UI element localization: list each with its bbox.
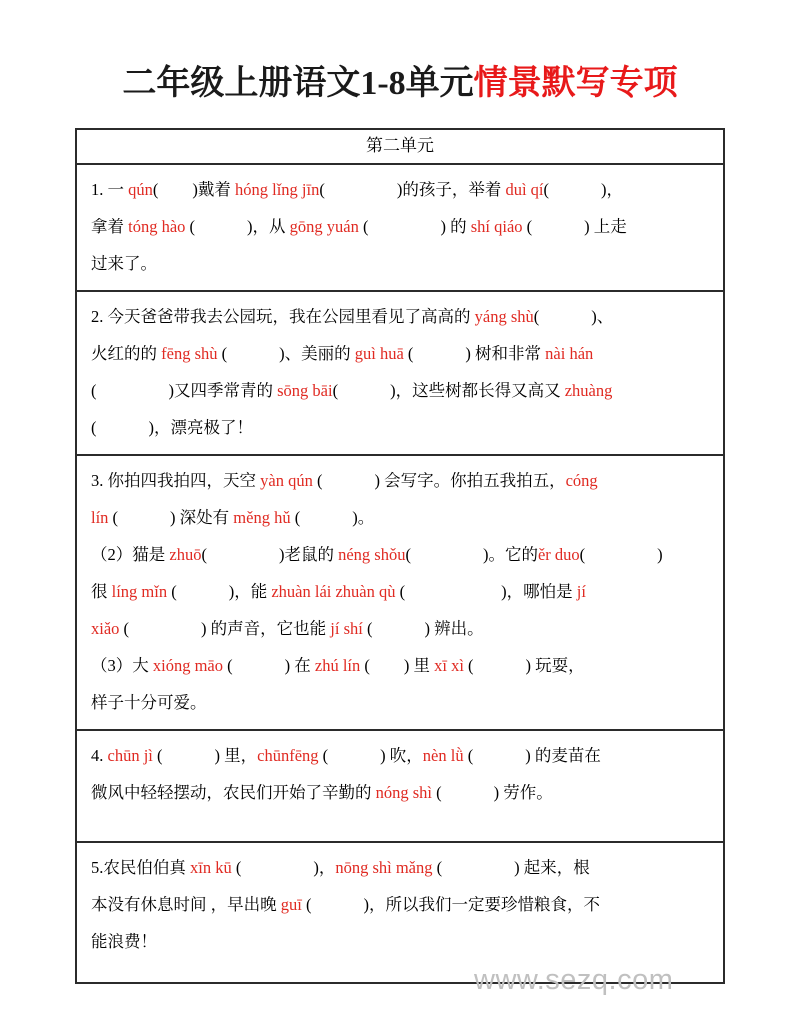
pinyin-zhuo: zhuō — [169, 545, 202, 564]
unit-header-label: 第二单元 — [366, 136, 434, 155]
question-2-body — [77, 292, 723, 454]
question-3-line-2: lín ( ) 深处有 měng hǔ ( )。 — [91, 508, 375, 527]
question-2-line-1: 2. 今天爸爸带我去公园玩，我在公园里看见了高高的 yáng shù( )、 — [91, 307, 614, 326]
question-1-line-1: 1. 一 qún( )戴着 hóng lǐng jīn( )的孩子，举着 duì qí( )， — [91, 180, 624, 199]
pinyin-chun-ji: chūn jì — [107, 746, 153, 765]
pinyin-nong-shi-mang: nōng shì mǎng — [335, 858, 433, 877]
question-row-1 — [77, 165, 723, 292]
pinyin-gui-hua: guì huā — [354, 344, 404, 363]
question-3-line-7: 样子十分可爱。 — [91, 693, 207, 712]
pinyin-xi-xi: xī xì — [434, 656, 464, 675]
question-4-line-2: 微风中轻轻摆动，农民们开始了辛勤的 nóng shì ( ) 劳作。 — [91, 783, 553, 802]
question-1-body — [77, 165, 723, 290]
site-watermark: www.sezq.com — [474, 964, 674, 996]
question-3-line-6: （3）大 xióng māo ( ) 在 zhú lín ( ) 里 xī xì ( ) 玩耍， — [91, 656, 585, 675]
question-2-line-4: ( )，漂亮极了！ — [91, 418, 253, 437]
pinyin-ji-shi: jí shí — [330, 619, 363, 638]
pinyin-gong-yuan: gōng yuán — [289, 217, 359, 236]
question-3-line-5: xiǎo ( ) 的声音，它也能 jí shí ( ) 辨出。 — [91, 619, 484, 638]
question-2-line-3: ( )又四季常青的 sōng bāi( )，这些树都长得又高又 zhuàng — [91, 381, 613, 400]
question-3-line-4: 很 líng mǐn ( )，能 zhuàn lái zhuàn qù ( )，哪怕是 jí — [91, 582, 586, 601]
pinyin-xin-ku: xīn kū — [190, 858, 232, 877]
pinyin-dui-qi: duì qí — [505, 180, 544, 199]
pinyin-ling-min: líng mǐn — [111, 582, 168, 601]
question-row-5 — [77, 843, 723, 982]
question-5-line-1: 5.农民伯伯真 xīn kū ( )，nōng shì mǎng ( ) 起来，根 — [91, 858, 590, 877]
pinyin-cong: cóng — [565, 471, 598, 490]
pinyin-meng-hu: měng hǔ — [233, 508, 291, 527]
question-3-line-3: （2）猫是 zhuō( )老鼠的 néng shǒu( )。它的ěr duo( ) — [91, 545, 663, 564]
question-5-line-2: 本没有休息时间 ，早出晚 guī ( )，所以我们一定要珍惜粮食，不 — [91, 895, 600, 914]
pinyin-nong-shi: nóng shì — [375, 783, 433, 802]
question-4-line-1: 4. chūn jì ( ) 里，chūnfēng ( ) 吹，nèn lǜ ( ) 的麦苗在 — [91, 746, 601, 765]
pinyin-song-bai: sōng bāi — [277, 381, 333, 400]
unit-header-row — [77, 130, 723, 165]
question-4-body — [77, 731, 723, 841]
pinyin-zhu-lin: zhú lín — [314, 656, 361, 675]
pinyin-neng-shou: néng shǒu — [338, 545, 406, 564]
pinyin-nen-lv: nèn lǜ — [422, 746, 464, 765]
pinyin-er-duo: ěr duo — [537, 545, 580, 564]
question-5-body — [77, 843, 723, 982]
question-2-line-2: 火红的的 fēng shù ( )、美丽的 guì huā ( ) 树和非常 nài hán — [91, 344, 594, 363]
worksheet-table — [75, 128, 725, 984]
page-title-red: 情景默写专项 — [473, 65, 678, 102]
pinyin-xiong-mao: xióng māo — [152, 656, 223, 675]
pinyin-zhuan-lai-zhuan-qu: zhuàn lái zhuàn qù — [271, 582, 396, 601]
pinyin-qun: qún — [128, 180, 153, 199]
question-1-line-3: 过来了。 — [91, 254, 157, 273]
pinyin-lin: lín — [91, 508, 109, 527]
pinyin-zhuang: zhuàng — [564, 381, 613, 400]
question-3-body — [77, 456, 723, 729]
pinyin-xiao: xiǎo — [91, 619, 120, 638]
pinyin-yang-shu: yáng shù — [474, 307, 534, 326]
question-3-line-1: 3. 你拍四我拍四，天空 yàn qún ( ) 会写字。你拍五我拍五，cóng — [91, 471, 598, 490]
question-row-2 — [77, 292, 723, 456]
question-1-line-2: 拿着 tóng hào ( )，从 gōng yuán ( ) 的 shí qiáo ( ) 上走 — [91, 217, 627, 236]
pinyin-chunfeng: chūnfēng — [257, 746, 319, 765]
question-5-line-3: 能浪费！ — [91, 932, 157, 951]
pinyin-tong-hao: tóng hào — [128, 217, 186, 236]
pinyin-ji: jí — [576, 582, 586, 601]
pinyin-shi-qiao: shí qiáo — [470, 217, 523, 236]
question-row-4 — [77, 731, 723, 843]
page-title — [0, 62, 800, 106]
pinyin-feng-shu: fēng shù — [161, 344, 218, 363]
pinyin-hong-ling-jin: hóng lǐng jīn — [235, 180, 320, 199]
question-4-trailing-space — [91, 811, 709, 833]
pinyin-gui: guī — [280, 895, 302, 914]
page-title-black: 二年级上册语文1-8单元 — [122, 65, 474, 102]
pinyin-yan-qun: yàn qún — [260, 471, 313, 490]
pinyin-nai-han: nài hán — [545, 344, 594, 363]
question-row-3 — [77, 456, 723, 731]
